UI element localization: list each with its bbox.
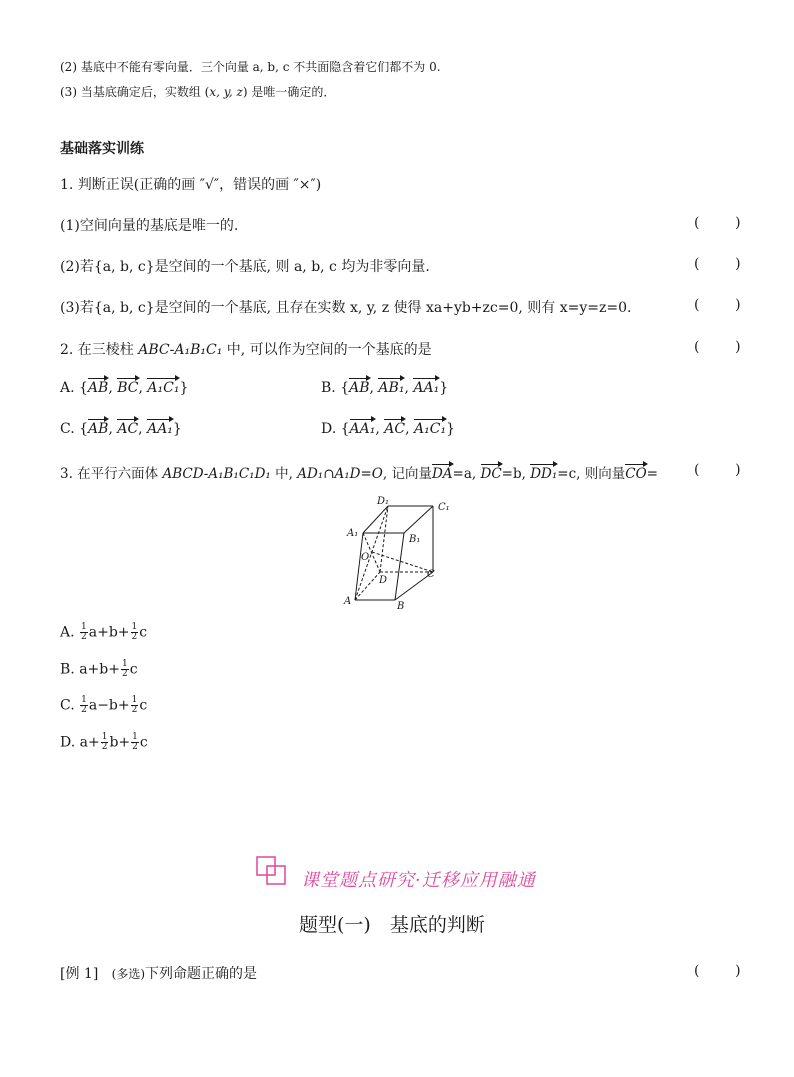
vector: AA₁ [349, 421, 376, 437]
fraction-den: 2 [101, 742, 108, 752]
fraction-den: 2 [81, 632, 87, 642]
note-line-3-b: ) 是唯一确定的． [242, 85, 336, 99]
q3-option-c-term1: a−b+ [88, 697, 130, 714]
fraction-den: 2 [121, 669, 128, 679]
label-b1: B₁ [409, 534, 421, 545]
vector: BC [117, 380, 139, 396]
vector: DC [480, 466, 502, 482]
q3-eq-a: =a, [452, 466, 481, 482]
example-tag: [例 1] [60, 966, 99, 982]
example-stem: 下列命题正确的是 [145, 966, 258, 982]
q3-option-a-label: A. [60, 624, 75, 641]
q3-stem-a: 3. 在平行六面体 [60, 466, 163, 482]
example-multi-select: (多选) [111, 967, 146, 981]
note-line-3-a: (3) 当基底确定后，实数组 ( [60, 85, 210, 99]
vector: AB₁ [378, 380, 405, 396]
q3-eq-b: =b, [501, 466, 531, 482]
q3-option-d-term1: a+ [79, 734, 100, 751]
label-d: D [379, 575, 388, 586]
q3-option-d [60, 733, 148, 752]
label-a1: A₁ [347, 528, 359, 539]
fraction-num: 1 [121, 659, 128, 669]
fraction [131, 733, 139, 752]
q2-paren: ( ) [694, 339, 741, 355]
q3-option-a-term2: c [139, 624, 148, 641]
label-o: O [361, 552, 370, 563]
q3-option-c [60, 696, 147, 715]
fraction-num: 1 [131, 622, 138, 632]
q1-item-1: (1)空间向量的基底是唯一的. [60, 218, 239, 234]
fraction-num: 1 [132, 732, 138, 742]
q3-option-b-term1: a+b+ [79, 661, 120, 678]
fraction-num: 1 [131, 695, 138, 705]
vector: AC [384, 421, 406, 437]
q2-option-a-label: A. [60, 380, 75, 396]
section-title: 基础落实训练 [60, 141, 144, 157]
q2-option-d-label: D. [321, 421, 337, 437]
fraction [80, 623, 88, 642]
label-c: C [427, 569, 435, 580]
vector: DD₁ [530, 466, 558, 482]
q2-stem-b: 中, 可以作为空间的一个基底的是 [222, 342, 432, 358]
q1-item-3: (3)若{a, b, c}是空间的一个基底, 且存在实数 x, y, z 使得 xa+yb+zc=0, 则有 x=y=z=0. [60, 300, 632, 316]
fraction [121, 660, 129, 679]
vector: AA₁ [413, 380, 440, 396]
label-d1: D₁ [377, 496, 390, 507]
parallelepiped-figure [335, 490, 465, 615]
q3-option-d-term3: c [139, 734, 148, 751]
q2-option-c-label: C. [60, 421, 75, 437]
q2-option-c: C. {AB, AC, AA₁} [60, 421, 182, 437]
vector: A₁C₁ [147, 380, 180, 396]
q3-stem [60, 462, 658, 482]
q3-option-d-term2: b+ [109, 734, 131, 751]
vector: A₁C₁ [414, 421, 447, 437]
q3-option-c-label: C. [60, 697, 75, 714]
q2-option-a: A. {AB, BC, A₁C₁} [60, 380, 189, 396]
vector: CO [625, 466, 647, 482]
q2-stem-prism: ABC-A₁B₁C₁ [138, 342, 223, 358]
example-paren: ( ) [694, 963, 741, 979]
q1-item-2: (2)若{a, b, c}是空间的一个基底, 则 a, b, c 均为非零向量. [60, 259, 430, 275]
banner-title: 课堂题点研究·迁移应用融通 [301, 870, 536, 891]
label-b: B [397, 601, 405, 612]
fraction [131, 696, 139, 715]
q1-item-3-paren: ( ) [694, 297, 741, 313]
q1-item-1-paren: ( ) [694, 215, 741, 231]
vector: AA₁ [147, 421, 173, 437]
q3-option-b [60, 660, 138, 679]
fraction-den: 2 [131, 705, 138, 715]
example-1 [60, 963, 257, 983]
fraction [101, 733, 109, 752]
vector: DA [431, 466, 453, 482]
q3-stem-solid: ABCD-A₁B₁C₁D₁ [162, 466, 271, 482]
note-line-3 [60, 83, 335, 100]
q2-stem [60, 339, 432, 359]
q3-option-d-label: D. [60, 734, 76, 751]
label-c1: C₁ [438, 502, 450, 513]
q3-stem-b: 中, [270, 466, 298, 482]
fraction-num: 1 [81, 695, 87, 705]
fraction-den: 2 [131, 632, 138, 642]
fraction-num: 1 [101, 732, 108, 742]
q3-option-b-term2: c [129, 661, 138, 678]
q3-option-c-term2: c [139, 697, 148, 714]
vector: AB [88, 421, 109, 437]
type-title: 题型(一) 基底的判断 [299, 914, 485, 936]
note-line-3-xyz: x, y, z [209, 85, 243, 99]
note-line-2: (2) 基底中不能有零向量．三个向量 a, b, c 不共面隐含着它们都不为 0. [60, 60, 441, 74]
q1-item-2-paren: ( ) [694, 256, 741, 272]
fraction-den: 2 [81, 705, 87, 715]
q2-option-b: B. {AB, AB₁, AA₁} [321, 380, 449, 396]
fraction [131, 623, 139, 642]
fraction-den: 2 [132, 742, 138, 752]
q3-stem-c: , 记向量 [382, 466, 432, 482]
q3-eq-c: =c, 则向量 [557, 466, 626, 482]
fraction-num: 1 [81, 622, 87, 632]
vector: AB [87, 380, 109, 396]
fraction [80, 696, 88, 715]
overlapping-squares-icon [255, 855, 289, 887]
q3-option-a [60, 623, 147, 642]
q3-eq-d: = [646, 466, 658, 482]
q3-option-a-term1: a+b+ [88, 624, 130, 641]
q3-option-b-label: B. [60, 661, 75, 678]
vector: AC [117, 421, 139, 437]
vector: AB [349, 380, 370, 396]
q1-stem: 1. 判断正误(正确的画 ″√″，错误的画 ″×″) [60, 177, 322, 193]
q3-paren: ( ) [694, 462, 741, 478]
q2-stem-a: 2. 在三棱柱 [60, 342, 139, 358]
label-a: A [344, 596, 352, 607]
q3-stem-cond: AD₁∩A₁D=O [297, 466, 383, 482]
q2-option-b-label: B. [321, 380, 336, 396]
q2-option-d: D. {AA₁, AC, A₁C₁} [321, 421, 455, 437]
